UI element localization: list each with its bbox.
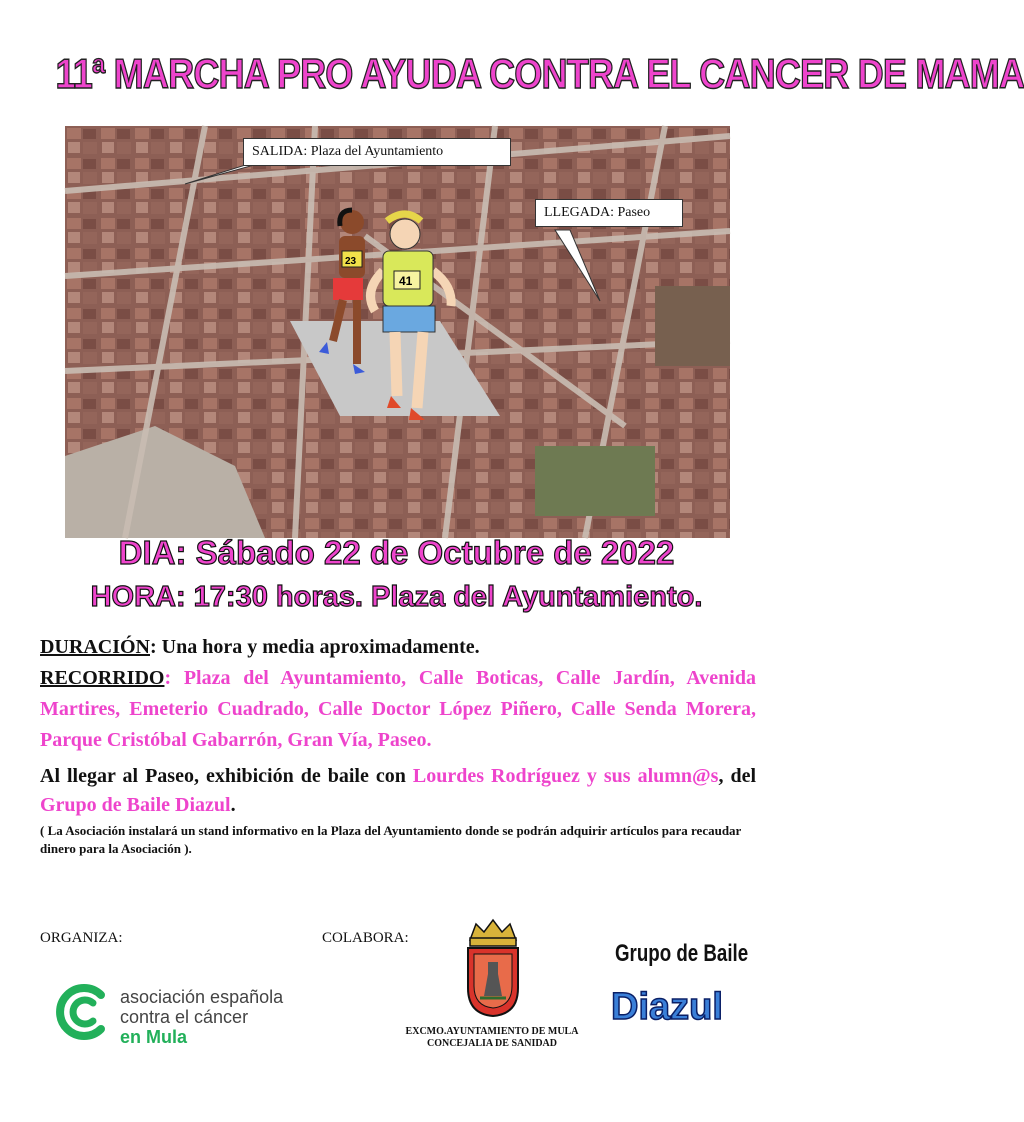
event-time: HORA: 17:30 horas. Plaza del Ayuntamiento. xyxy=(90,581,703,613)
event-date: DIA: Sábado 22 de Octubre de 2022 xyxy=(118,534,675,571)
duration-label: DURACIÓN xyxy=(40,636,150,658)
dance-group-name: Grupo de Baile Diazul xyxy=(40,794,231,816)
info-stand-note: ( La Asociación instalará un stand informativo en la Plaza del Ayuntamiento donde se podrán adquirir artículos para recaudar dinero para la Asociación ). xyxy=(40,823,742,856)
aecc-logo-icon xyxy=(55,983,113,1041)
colabora-label: COLABORA: xyxy=(322,930,409,946)
duration-line: DURACIÓN: Una hora y media aproximadamente. xyxy=(40,636,480,658)
route-line: RECORRIDO: Plaza del Ayuntamiento, Calle Boticas, Calle Jardín, Avenida Martires, Emeterio Cuadrado, Calle Doctor López Piñero, Calle Senda Morera, Parque Cristóbal Gabarrón, Gran Vía, Paseo. xyxy=(40,667,756,751)
dance-group-logo-title: Grupo de Baile xyxy=(615,940,749,967)
runner-number-41: 41 xyxy=(399,274,413,288)
dance-group-logo-name: Diazul xyxy=(611,986,723,1028)
route-map-image xyxy=(65,126,730,538)
teacher-name: Lourdes Rodríguez y sus alumn@s xyxy=(412,765,719,787)
exhibition-text: Al llegar al Paseo, exhibición de baile con Lourdes Rodríguez y sus alumn@s, del Grupo de Baile Diazul. xyxy=(40,765,756,816)
salida-callout: SALIDA: Plaza del Ayuntamiento xyxy=(243,138,511,166)
aecc-logo-text: asociación española contra el cáncer en Mula xyxy=(120,987,284,1047)
mula-coat-of-arms-icon xyxy=(462,918,524,1018)
event-details xyxy=(40,632,756,756)
organiza-label: ORGANIZA: xyxy=(40,930,123,946)
event-title: 11ª MARCHA PRO AYUDA CONTRA EL CANCER DE MAMA xyxy=(55,50,1024,97)
llegada-callout: LLEGADA: Paseo xyxy=(535,199,683,227)
duration-text: Una hora y media aproximadamente. xyxy=(156,636,480,658)
runner-number-23: 23 xyxy=(345,256,357,267)
route-label: RECORRIDO xyxy=(40,667,165,689)
route-text: Plaza del Ayuntamiento, Calle Boticas, Calle Jardín, Avenida Martires, Emeterio Cuadrado, Calle Doctor López Piñero, Calle Senda Morera, Parque Cristóbal Gabarrón, Gran Vía, Paseo. xyxy=(40,667,756,751)
ayuntamiento-text: EXCMO.AYUNTAMIENTO DE MULA CONCEJALIA DE SANIDAD xyxy=(405,1026,579,1049)
